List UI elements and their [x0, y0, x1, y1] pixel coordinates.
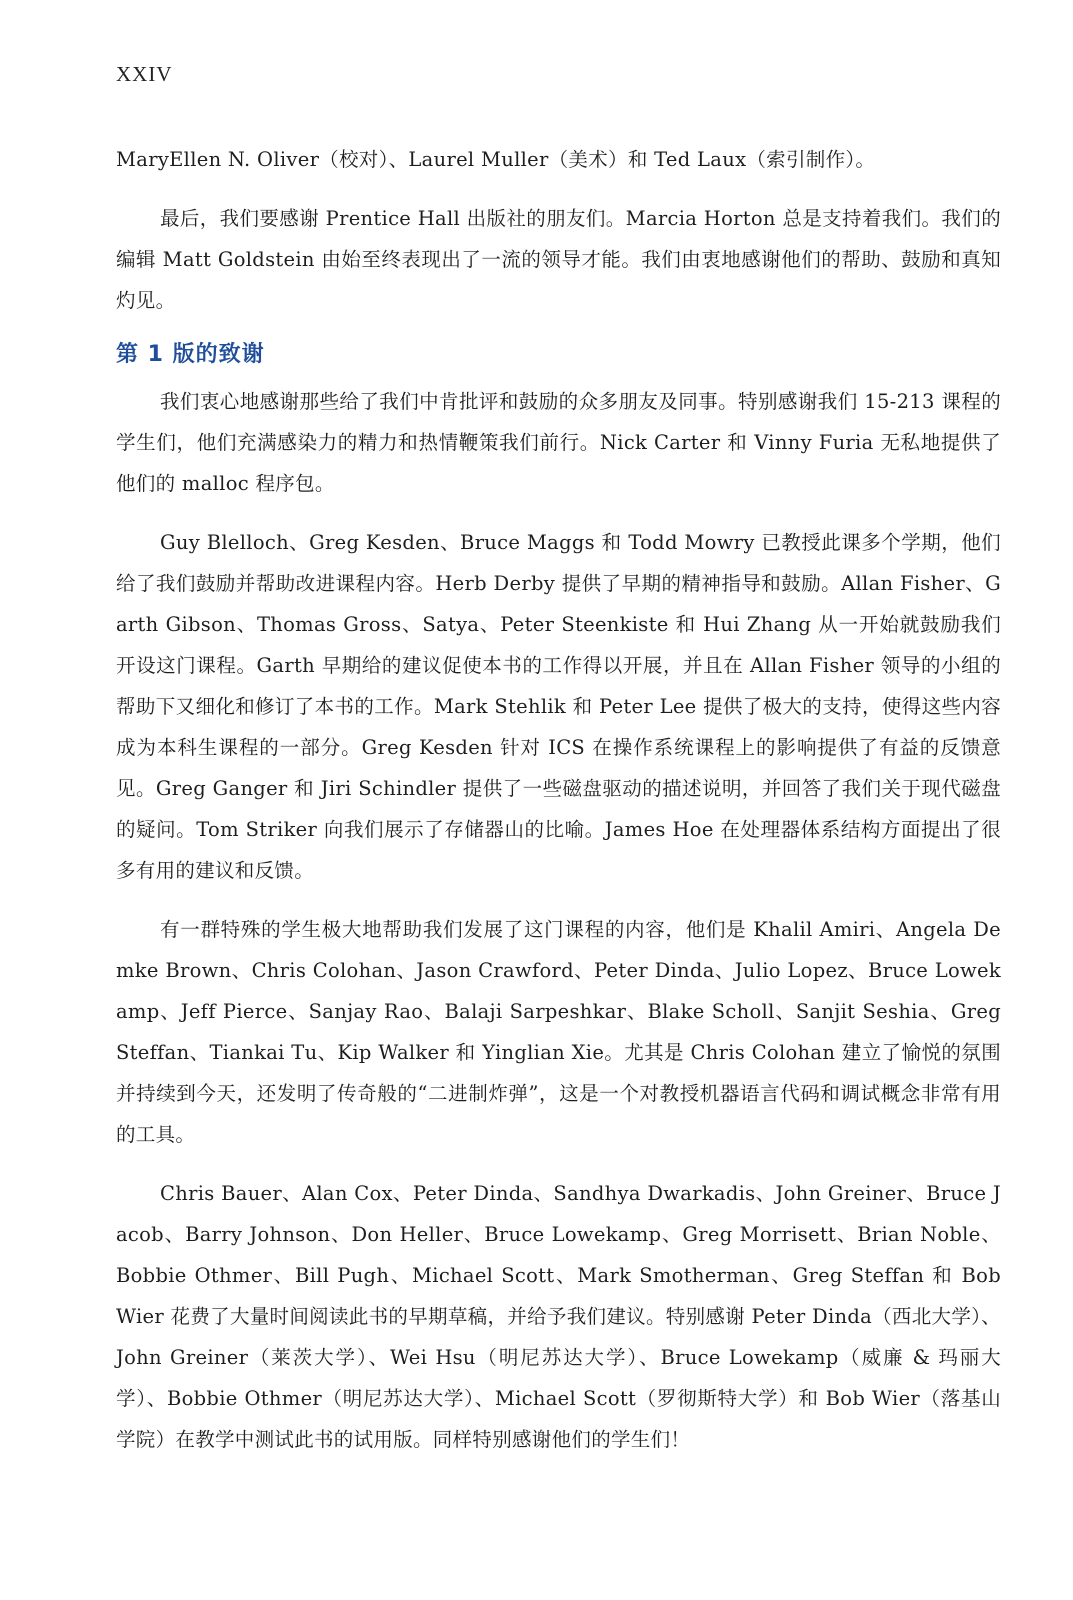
paragraph-prentice-hall-thanks: 最后，我们要感谢 Prentice Hall 出版社的朋友们。Marcia Horton 总是支持着我们。我们的编辑 Matt Goldstein 由始至终表现出了一流的领导才能。我们由衷地感谢他们的帮助、鼓励和真知灼见。: [116, 207, 1001, 312]
section-heading: 第 1 版的致谢: [116, 342, 265, 367]
paragraph-faculty-thanks: Guy Blelloch、Greg Kesden、Bruce Maggs 和 Todd Mowry 已教授此课多个学期，他们给了我们鼓励并帮助改进课程内容。Herb Derby 提供了早期的精神指导和鼓励。Allan Fisher、Garth Gibson、Thomas Gross、Satya、Peter Steenkiste 和 Hui Zhang 从一开始就鼓励我们开设这门课程。Garth 早期给的建议促使本书的工作得以开展，并且在 Allan Fisher 领导的小组的帮助下又细化和修订了本书的工作。Mark Stehlik 和 Peter Lee 提供了极大的支持，使得这些内容成为本科生课程的一部分。Greg Kesden 针对 ICS 在操作系统课程上的影响提供了有益的反馈意见。Greg Ganger 和 Jiri Schindler 提供了一些磁盘驱动的描述说明，并回答了我们关于现代磁盘的疑问。Tom Striker 向我们展示了存储器山的比喻。James Hoe 在处理器体系结构方面提出了很多有用的建议和反馈。: [116, 531, 1001, 882]
paragraph-students-thanks: 有一群特殊的学生极大地帮助我们发展了这门课程的内容，他们是 Khalil Amiri、Angela Demke Brown、Chris Colohan、Jason Crawford、Peter Dinda、Julio Lopez、Bruce Lowekamp、Jeff Pierce、Sanjay Rao、Balaji Sarpeshkar、Blake Scholl、Sanjit Seshia、Greg Steffan、Tiankai Tu、Kip Walker 和 Yinglian Xie。尤其是 Chris Colohan 建立了愉悦的氛围并持续到今天，还发明了传奇般的“二进制炸弹”，这是一个对教授机器语言代码和调试概念非常有用的工具。: [116, 918, 1001, 1146]
paragraph-continuation: MaryEllen N. Oliver（校对）、Laurel Muller（美术）和 Ted Laux（索引制作）。: [116, 148, 876, 171]
page-number: XXIV: [116, 62, 173, 86]
paragraph-reviewers-thanks: Chris Bauer、Alan Cox、Peter Dinda、Sandhya Dwarkadis、John Greiner、Bruce Jacob、Barry Johnson、Don Heller、Bruce Lowekamp、Greg Morrisett、Brian Noble、Bobbie Othmer、Bill Pugh、Michael Scott、Mark Smotherman、Greg Steffan 和 Bob Wier 花费了大量时间阅读此书的早期草稿，并给予我们建议。特别感谢 Peter Dinda（西北大学）、John Greiner（莱茨大学）、Wei Hsu（明尼苏达大学）、Bruce Lowekamp（威廉 & 玛丽大学）、Bobbie Othmer（明尼苏达大学）、Michael Scott（罗彻斯特大学）和 Bob Wier（落基山学院）在教学中测试此书的试用版。同样特别感谢他们的学生们！: [116, 1182, 1001, 1451]
paragraph-friends-colleagues: 我们衷心地感谢那些给了我们中肯批评和鼓励的众多朋友及同事。特别感谢我们 15-213 课程的学生们，他们充满感染力的精力和热情鞭策我们前行。Nick Carter 和 Vinny Furia 无私地提供了他们的 malloc 程序包。: [116, 390, 1001, 495]
